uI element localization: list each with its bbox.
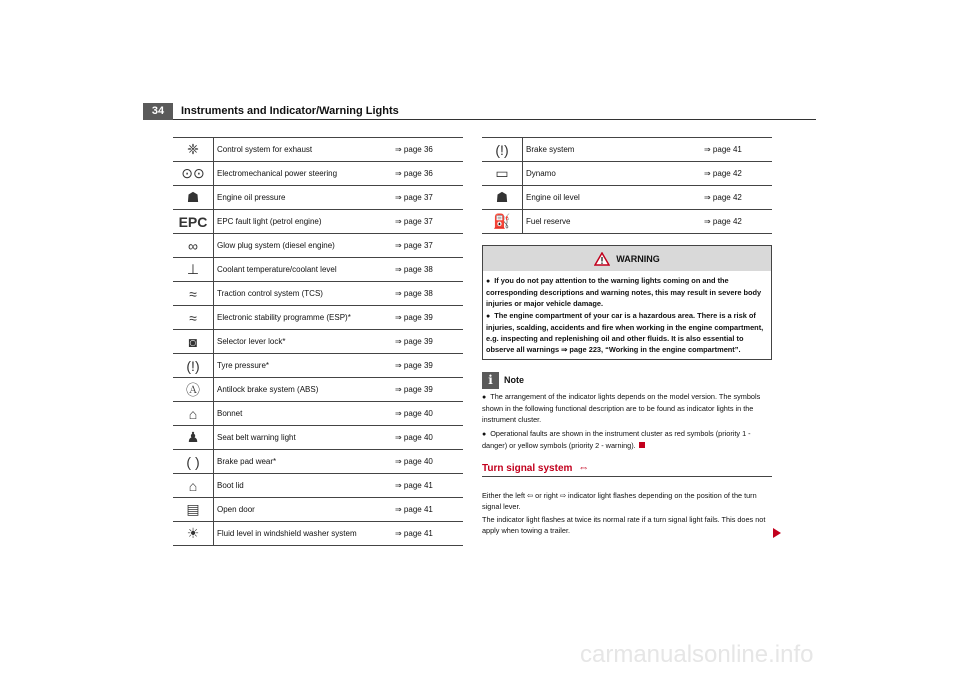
warning-title: WARNING bbox=[616, 253, 660, 264]
indicator-row bbox=[173, 474, 463, 498]
page-reference: ⇒ page 37 bbox=[395, 186, 463, 210]
indicator-label: Control system for exhaust bbox=[214, 138, 396, 162]
page-reference: ⇒ page 39 bbox=[395, 354, 463, 378]
indicator-row bbox=[482, 210, 772, 234]
indicator-row bbox=[173, 426, 463, 450]
brake-pad-icon: ( ) bbox=[173, 450, 214, 474]
watermark: carmanualsonline.info bbox=[580, 641, 814, 668]
glow-plug-icon: ∞ bbox=[173, 234, 214, 258]
page-reference: ⇒ page 38 bbox=[395, 258, 463, 282]
indicator-row bbox=[173, 138, 463, 162]
note-item-2 bbox=[482, 428, 772, 451]
page-reference: ⇒ page 40 bbox=[395, 450, 463, 474]
indicator-row bbox=[173, 162, 463, 186]
indicator-row bbox=[482, 138, 772, 162]
indicator-row bbox=[482, 162, 772, 186]
page-reference: ⇒ page 36 bbox=[395, 162, 463, 186]
page-reference: ⇒ page 36 bbox=[395, 138, 463, 162]
indicator-row bbox=[173, 186, 463, 210]
indicator-row bbox=[173, 402, 463, 426]
indicator-table-left bbox=[173, 137, 463, 546]
warning-header bbox=[483, 246, 771, 271]
indicator-label: Antilock brake system (ABS) bbox=[214, 378, 396, 402]
bonnet-icon: ⌂ bbox=[173, 402, 214, 426]
epc-icon: EPC bbox=[173, 210, 214, 234]
indicator-label: Electromechanical power steering bbox=[214, 162, 396, 186]
page-reference: ⇒ page 39 bbox=[395, 378, 463, 402]
indicator-label: Engine oil level bbox=[523, 186, 705, 210]
note-section bbox=[482, 372, 772, 454]
indicator-label: Seat belt warning light bbox=[214, 426, 396, 450]
page-reference: ⇒ page 42 bbox=[704, 162, 772, 186]
end-marker-icon bbox=[639, 442, 645, 448]
esp-icon: ≈ bbox=[173, 306, 214, 330]
indicator-row bbox=[173, 354, 463, 378]
page-reference: ⇒ page 42 bbox=[704, 186, 772, 210]
indicator-table-right bbox=[482, 137, 772, 234]
oil-can-icon: ☗ bbox=[173, 186, 214, 210]
power-steering-icon: ⊙⊙ bbox=[173, 162, 214, 186]
indicator-row bbox=[173, 282, 463, 306]
coolant-icon: ⊥ bbox=[173, 258, 214, 282]
turn-signal-text bbox=[482, 490, 772, 538]
warning-item: ● The engine compartment of your car is a hazardous area. There is a risk of injuries, scalding, accidents and fire when working in the engine compartment, e.g. inspecting and replenishing oil and other fluids. It is also essential to observe all warnings ⇒ page 223, “Working in the engine compartment”. bbox=[486, 310, 768, 356]
page-reference: ⇒ page 41 bbox=[395, 498, 463, 522]
abs-icon: Ⓐ bbox=[173, 378, 214, 402]
chapter-title: Instruments and Indicator/Warning Lights bbox=[181, 105, 399, 117]
indicator-row bbox=[173, 210, 463, 234]
page-reference: ⇒ page 37 bbox=[395, 234, 463, 258]
seat-belt-icon: ♟ bbox=[173, 426, 214, 450]
indicator-label: Fluid level in windshield washer system bbox=[214, 522, 396, 546]
indicator-row bbox=[173, 522, 463, 546]
traction-control-icon: ≈ bbox=[173, 282, 214, 306]
indicator-label: Open door bbox=[214, 498, 396, 522]
indicator-label: Glow plug system (diesel engine) bbox=[214, 234, 396, 258]
open-door-icon: ▤ bbox=[173, 498, 214, 522]
turn-signal-arrows-icon: ⇔ bbox=[575, 462, 590, 474]
brake-system-icon: (!) bbox=[482, 138, 523, 162]
exhaust-control-icon: ❈ bbox=[173, 138, 214, 162]
oil-level-icon: ☗ bbox=[482, 186, 523, 210]
page-reference: ⇒ page 39 bbox=[395, 330, 463, 354]
battery-icon: ▭ bbox=[482, 162, 523, 186]
indicator-label: Fuel reserve bbox=[523, 210, 705, 234]
info-icon: i bbox=[482, 372, 499, 389]
indicator-row bbox=[173, 498, 463, 522]
turn-signal-heading-text: Turn signal system bbox=[482, 463, 573, 474]
indicator-label: Electronic stability programme (ESP)* bbox=[214, 306, 396, 330]
indicator-row bbox=[173, 258, 463, 282]
page-reference: ⇒ page 39 bbox=[395, 306, 463, 330]
indicator-row bbox=[173, 450, 463, 474]
tyre-pressure-icon: (!) bbox=[173, 354, 214, 378]
indicator-label: Selector lever lock* bbox=[214, 330, 396, 354]
indicator-label: Coolant temperature/coolant level bbox=[214, 258, 396, 282]
selector-lock-icon: ◙ bbox=[173, 330, 214, 354]
fuel-icon: ⛽ bbox=[482, 210, 523, 234]
washer-fluid-icon: ☀ bbox=[173, 522, 214, 546]
indicator-label: Brake pad wear* bbox=[214, 450, 396, 474]
page-reference: ⇒ page 41 bbox=[395, 474, 463, 498]
warning-box bbox=[482, 245, 772, 360]
indicator-row bbox=[173, 378, 463, 402]
warning-triangle-icon bbox=[594, 252, 610, 266]
note-item-text: ● Operational faults are shown in the instrument cluster as red symbols (priority 1 - danger) or yellow symbols (priority 2 - warning). bbox=[482, 429, 751, 450]
indicator-row bbox=[482, 186, 772, 210]
next-page-arrow-icon[interactable] bbox=[773, 528, 781, 538]
page-reference: ⇒ page 40 bbox=[395, 402, 463, 426]
turn-signal-para-2: The indicator light flashes at twice its normal rate if a turn signal light fails. This does not apply when towing a trailer. bbox=[482, 515, 766, 535]
page-number: 34 bbox=[143, 103, 173, 120]
note-title: Note bbox=[504, 375, 524, 385]
page-reference: ⇒ page 41 bbox=[395, 522, 463, 546]
boot-lid-icon: ⌂ bbox=[173, 474, 214, 498]
indicator-label: Brake system bbox=[523, 138, 705, 162]
page-reference: ⇒ page 40 bbox=[395, 426, 463, 450]
indicator-label: Bonnet bbox=[214, 402, 396, 426]
indicator-label: EPC fault light (petrol engine) bbox=[214, 210, 396, 234]
indicator-row bbox=[173, 330, 463, 354]
header-rule bbox=[173, 119, 816, 120]
page-reference: ⇒ page 42 bbox=[704, 210, 772, 234]
page-reference: ⇒ page 41 bbox=[704, 138, 772, 162]
indicator-label: Boot lid bbox=[214, 474, 396, 498]
warning-item: ● If you do not pay attention to the warning lights coming on and the corresponding descriptions and warning notes, this may result in severe body injuries or major vehicle damage. bbox=[486, 275, 768, 310]
turn-signal-heading bbox=[482, 462, 772, 477]
indicator-label: Tyre pressure* bbox=[214, 354, 396, 378]
indicator-label: Engine oil pressure bbox=[214, 186, 396, 210]
page-reference: ⇒ page 38 bbox=[395, 282, 463, 306]
note-item: ● The arrangement of the indicator lights depends on the model version. The symbols shown in the following functional description are to be found as indicator lights in the instrument cluster. bbox=[482, 391, 772, 425]
page-reference: ⇒ page 37 bbox=[395, 210, 463, 234]
indicator-label: Traction control system (TCS) bbox=[214, 282, 396, 306]
indicator-label: Dynamo bbox=[523, 162, 705, 186]
indicator-row bbox=[173, 306, 463, 330]
indicator-row bbox=[173, 234, 463, 258]
turn-signal-para-1: Either the left ⇦ or right ⇨ indicator light flashes depending on the position of the turn signal lever. bbox=[482, 491, 757, 511]
